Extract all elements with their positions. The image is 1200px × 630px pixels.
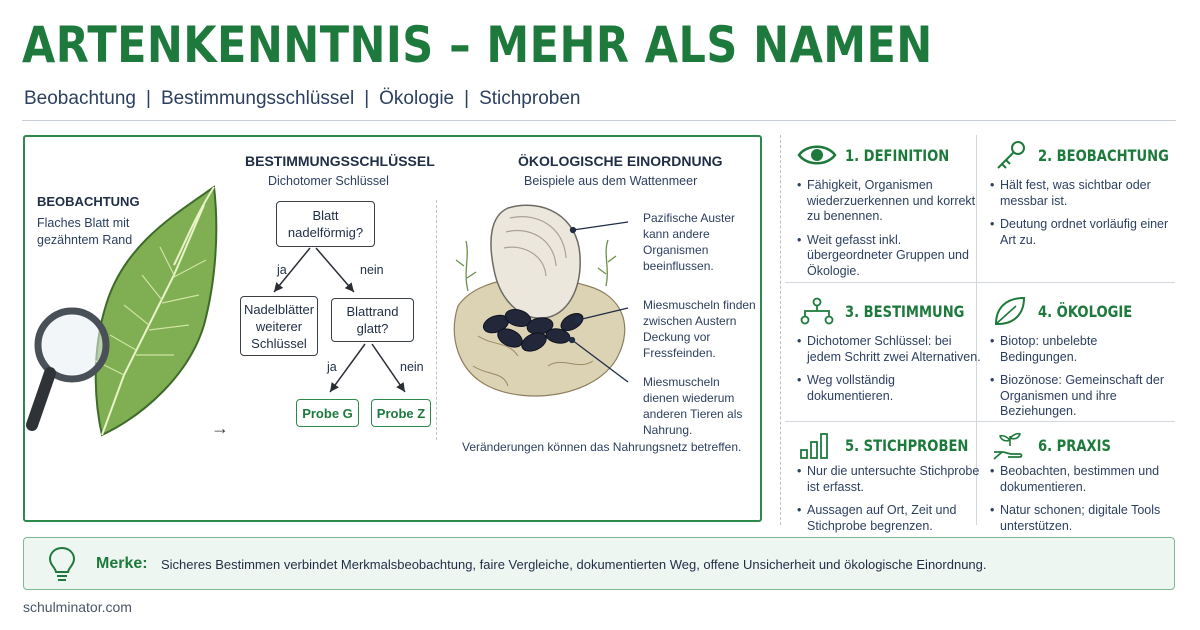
observation-text: Flaches Blatt mit gezähntem Rand (37, 216, 133, 247)
topic-separator: | (364, 88, 370, 109)
brand-footer: schulminator.com (23, 599, 132, 615)
card-samples-title: 5. STICHPROBEN (845, 435, 969, 455)
key-title: BESTIMMUNGSSCHLÜSSEL (245, 153, 435, 169)
ecology-footer: Veränderungen können das Nahrungsnetz betreffen. (462, 440, 742, 454)
card-practice-bullet: • Natur schonen; digitale Tools unterstützen. (990, 503, 1175, 534)
card-practice-bullet: • Beobachten, bestimmen und dokumentieren. (990, 464, 1175, 495)
card-ecology-bullet: • Biozönose: Gemeinschaft der Organismen und ihre Beziehungen. (990, 373, 1175, 420)
probe-z-badge: Probe Z (371, 399, 431, 427)
topic-stichproben: Stichproben (479, 88, 581, 109)
edge-yes-1: ja (277, 263, 287, 277)
key-subtitle: Dichotomer Schlüssel (268, 174, 389, 188)
topic-bestimmungsschluessel: Bestimmungsschlüssel (160, 88, 355, 109)
oyster-mussel-illustration (448, 196, 633, 416)
merke-text: Sicheres Bestimmen verbindet Merkmalsbeobachtung, faire Vergleiche, dokumentierten Weg, offene Unsicherheit und ökologische Einordnung. (161, 557, 987, 572)
card-definition-title: 1. DEFINITION (845, 145, 950, 165)
lightbulb-icon (46, 545, 78, 583)
card-definition-bullet: • Fähigkeit, Organismen wiederzuerkennen und korrekt zu benennen. (797, 178, 982, 225)
ecology-subtitle: Beispiele aus dem Wattenmeer (524, 174, 698, 188)
card-ecology-bullet: • Biotop: unbelebte Bedingungen. (990, 334, 1175, 365)
leaf-icon (990, 294, 1030, 328)
magnifier-icon (32, 311, 106, 425)
branch-icon (797, 294, 837, 328)
card-practice (990, 428, 1175, 542)
topic-beobachtung: Beobachtung (24, 88, 136, 109)
card-samples-bullet: • Aussagen auf Ort, Zeit und Stichprobe begrenzen. (797, 503, 982, 534)
hand-plant-icon (990, 428, 1030, 462)
card-samples (797, 428, 982, 542)
key-icon (990, 138, 1030, 172)
card-practice-title: 6. PRAXIS (1038, 435, 1112, 455)
key-leaf-needles-label: Nadelblätter weiterer Schlüssel (243, 301, 315, 351)
key-question-edge-label: Blattrand glatt? (346, 304, 399, 336)
merke-label: Merke: (96, 555, 148, 572)
card-definition (797, 138, 982, 287)
card-definition-bullet: • Weit gefasst inkl. übergeordneter Gruppen und Ökologie. (797, 233, 982, 280)
card-identification-bullet: • Dichotomer Schlüssel: bei jedem Schritt zwei Alternativen. (797, 334, 982, 365)
card-identification-title: 3. BESTIMMUNG (845, 301, 965, 321)
merke-box (23, 537, 1175, 590)
observation-title: BEOBACHTUNG (37, 194, 140, 209)
key-question-needle (276, 201, 375, 247)
card-identification (797, 294, 982, 412)
section-divider (780, 135, 781, 525)
key-question-needle-label: Blatt nadelförmig? (287, 208, 364, 240)
key-question-edge (331, 298, 414, 342)
bar-chart-icon (797, 428, 837, 462)
subtitle-topics (24, 88, 580, 110)
card-observation (990, 138, 1175, 256)
ecology-title: ÖKOLOGISCHE EINORDNUNG (518, 153, 723, 169)
card-samples-bullet: • Nur die untersuchte Stichprobe ist erfasst. (797, 464, 982, 495)
probe-g-badge: Probe G (296, 399, 359, 427)
eye-icon (797, 138, 837, 172)
topic-separator: | (464, 88, 470, 109)
note-mussels-cover: Miesmuscheln finden zwischen Austern Deckung vor Fressfeinden. (643, 298, 756, 360)
edge-no-1: nein (360, 263, 384, 277)
header-divider (22, 120, 1176, 121)
arrow-right-icon: → (211, 418, 229, 438)
card-observation-bullet: • Deutung ordnet vorläufig einer Art zu. (990, 217, 1175, 248)
key-leaf-needles (240, 296, 318, 356)
topic-separator: | (146, 88, 151, 109)
edge-yes-2: ja (327, 360, 337, 374)
card-ecology-title: 4. ÖKOLOGIE (1038, 301, 1133, 321)
card-ecology (990, 294, 1175, 428)
topic-oekologie: Ökologie (379, 88, 455, 109)
card-observation-title: 2. BEOBACHTUNG (1038, 145, 1169, 165)
note-pacific-oyster: Pazifische Auster kann andere Organismen beeinflussen. (643, 211, 736, 273)
edge-no-2: nein (400, 360, 424, 374)
note-mussels-food: Miesmuscheln dienen wiederum anderen Tieren als Nahrung. (643, 375, 743, 437)
card-identification-bullet: • Weg vollständig dokumentieren. (797, 373, 982, 404)
card-observation-bullet: • Hält fest, was sichtbar oder messbar ist. (990, 178, 1175, 209)
page-title: ARTENKENNTNIS – MEHR ALS NAMEN (22, 16, 933, 74)
